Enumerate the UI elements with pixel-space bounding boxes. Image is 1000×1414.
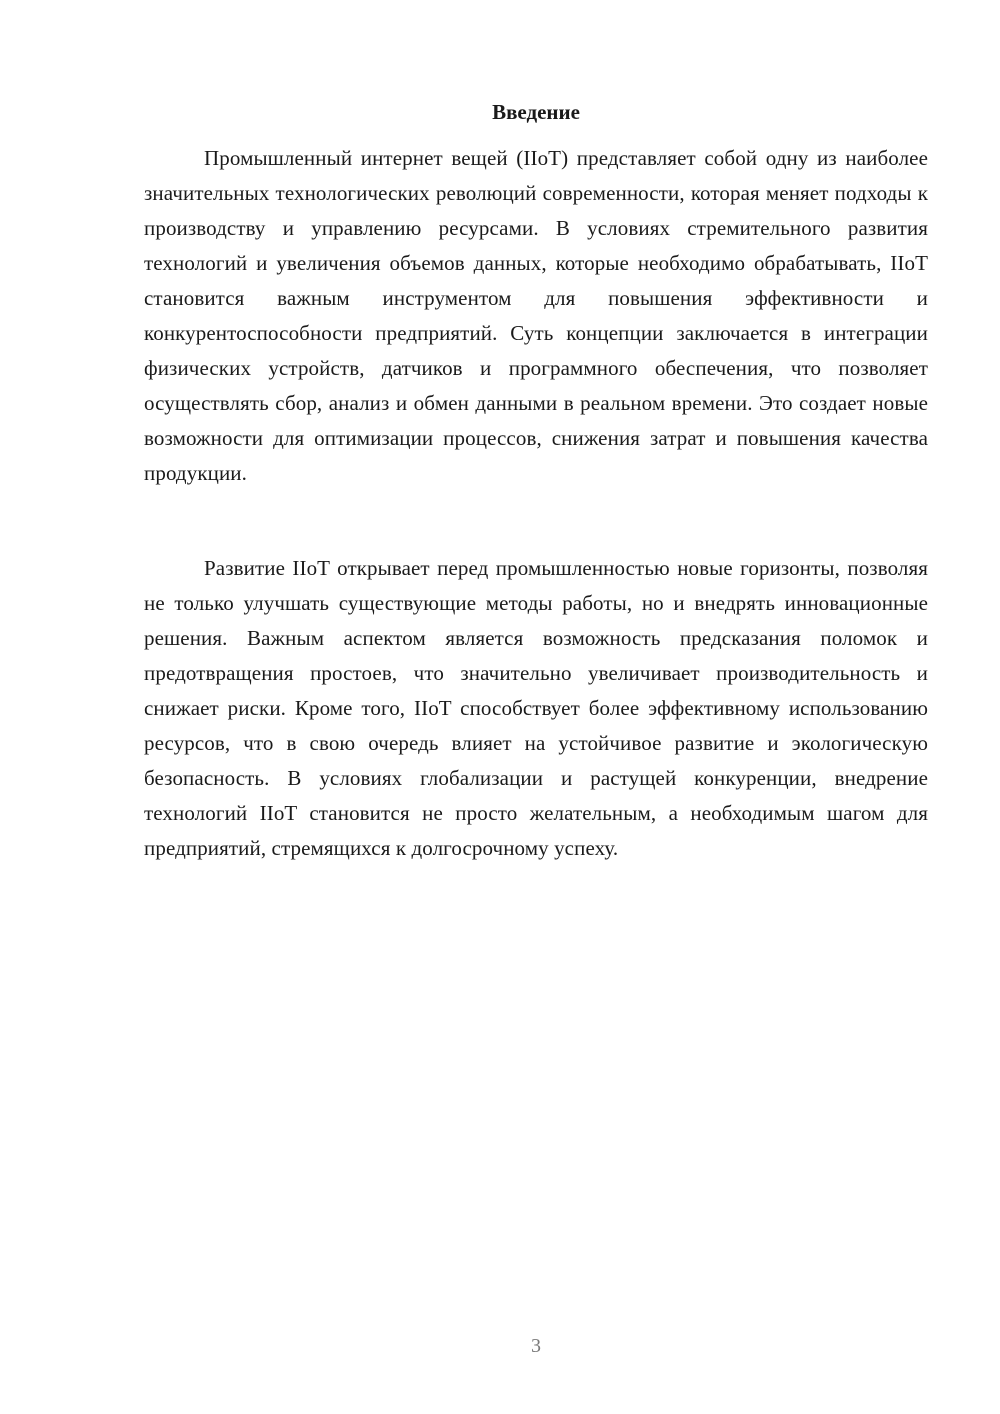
paragraph-2: Развитие IIoT открывает перед промышленностью новые горизонты, позволяя не только улучшать существующие методы работы, но и внедрять инновационные решения. Важным аспектом является возможность предсказания поломок и предотвращения простоев, что значительно увеличивает производительность и снижает риски. Кроме того, IIoT способствует более эффективному использованию ресурсов, что в свою очередь влияет на устойчивое развитие и экологическую безопасность. В условиях глобализации и растущей конкуренции, внедрение технологий IIoT становится не просто желательным, а необходимым шагом для предприятий, стремящихся к долгосрочному успеху. <box>144 556 928 860</box>
page-number: 3 <box>531 1335 541 1357</box>
section-title: Введение <box>492 100 580 124</box>
paragraph-1: Промышленный интернет вещей (IIoT) представляет собой одну из наиболее значительных технологических революций современности, которая меняет подходы к производству и управлению ресурсами. В условиях стремительного развития технологий и увеличения объемов данных, которые необходимо обрабатывать, IIoT становится важным инструментом для повышения эффективности и конкурентоспособности предприятий. Суть концепции заключается в интеграции физических устройств, датчиков и программного обеспечения, что позволяет осуществлять сбор, анализ и обмен данными в реальном времени. Это создает новые возможности для оптимизации процессов, снижения затрат и повышения качества продукции. <box>144 146 928 485</box>
